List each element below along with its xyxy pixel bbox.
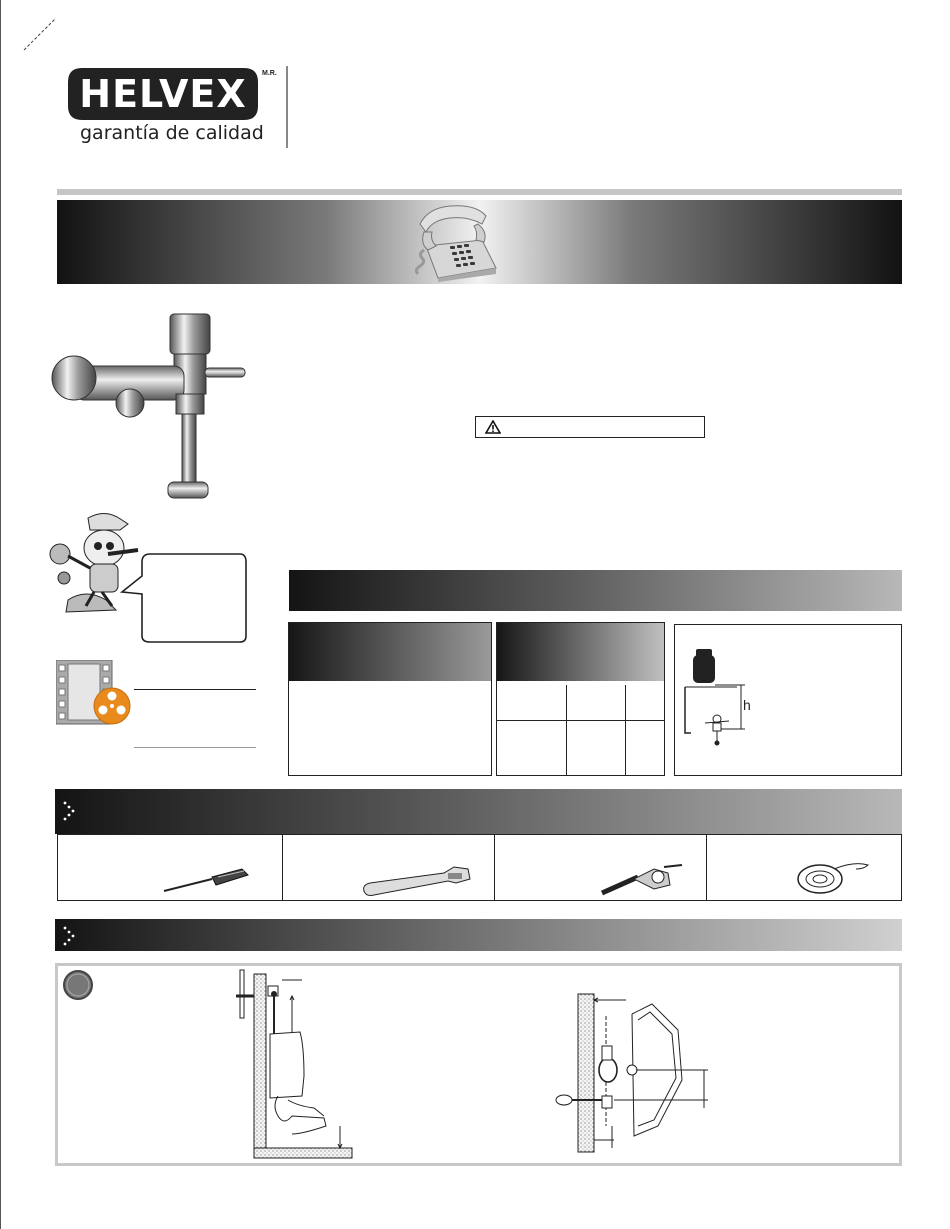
warning-box: [475, 416, 705, 438]
brand-logo: [68, 68, 258, 120]
video-rule-bottom: [134, 747, 256, 748]
pipe-wrench-icon: [360, 865, 480, 899]
tool-divider-2: [494, 835, 495, 900]
table-col-1: [566, 685, 567, 775]
tool-divider-3: [706, 835, 707, 900]
tools-row: [57, 834, 902, 901]
tool-divider-1: [282, 835, 283, 900]
step-circle-icon: [62, 969, 94, 1001]
page-edge-left: [0, 0, 1, 1229]
specs-panel-1-header: [289, 623, 491, 681]
header-divider: [286, 66, 288, 148]
install-step-panel: [55, 963, 902, 1166]
chevron-dots-icon: [62, 800, 76, 822]
speech-bubble: [114, 548, 252, 646]
side-view-drawing: [232, 966, 362, 1162]
table-rule-1: [497, 720, 664, 721]
screwdriver-icon: [162, 867, 278, 895]
top-view-drawing: [548, 986, 728, 1156]
pipe-cutter-icon: [598, 863, 688, 899]
warning-triangle-icon: [485, 420, 501, 434]
video-rule-top: [134, 689, 256, 690]
teflon-tape-icon: [794, 861, 894, 895]
specs-header-bar: [289, 570, 902, 611]
chevron-dots-icon: [62, 925, 76, 947]
specs-panel-1: [288, 622, 492, 776]
flush-valve-icon: [50, 308, 250, 508]
table-col-2: [625, 685, 626, 775]
height-diagram: [675, 625, 901, 775]
specs-panel-2: [496, 622, 665, 776]
specs-panel-3: [674, 624, 902, 776]
tools-header-bar: [55, 789, 902, 834]
logo-text: HELVEX: [79, 72, 247, 116]
registered-mark: M.R.: [262, 70, 277, 77]
top-rule: [57, 189, 902, 195]
telephone-icon: [398, 202, 504, 282]
specs-panel-2-header: [497, 623, 664, 681]
crop-mark: [20, 14, 60, 54]
film-reel-icon: [56, 660, 132, 726]
tagline: garantía de calidad: [80, 122, 264, 144]
install-header-bar: [55, 919, 902, 951]
dimension-letter: h: [743, 697, 751, 713]
